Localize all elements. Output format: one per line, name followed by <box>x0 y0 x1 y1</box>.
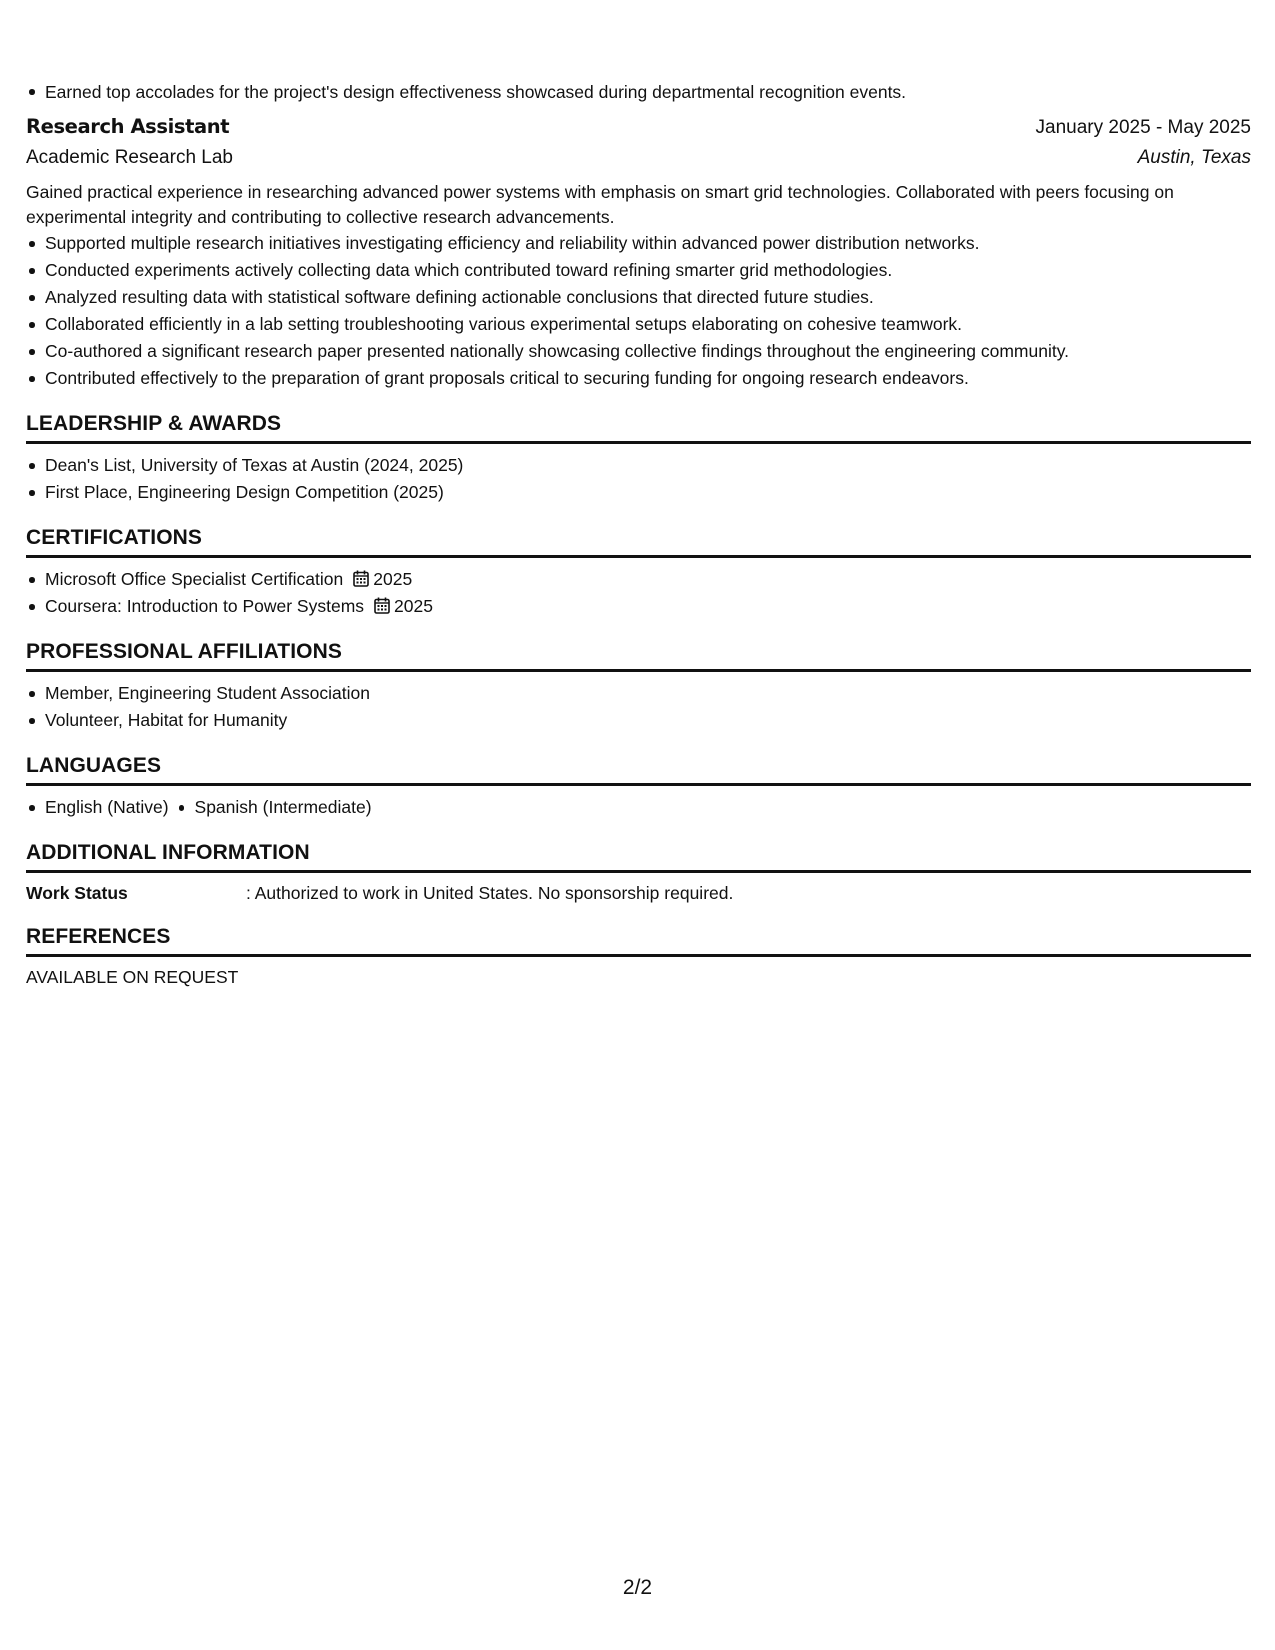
languages-list <box>26 794 1251 821</box>
affiliations-section <box>26 640 1251 734</box>
section-heading: ADDITIONAL INFORMATION <box>26 841 1251 873</box>
leadership-section <box>26 412 1251 506</box>
work-status-value: : Authorized to work in United States. No sponsorship required. <box>246 883 734 903</box>
calendar-icon <box>374 597 390 614</box>
additional-info-section <box>26 841 1251 905</box>
list-item: Member, Engineering Student Association <box>45 680 1251 707</box>
calendar-icon <box>353 570 369 587</box>
job-organization: Academic Research Lab <box>26 147 233 168</box>
languages-section <box>26 754 1251 821</box>
certification-year: 2025 <box>394 596 433 616</box>
section-heading: PROFESSIONAL AFFILIATIONS <box>26 640 1251 672</box>
section-heading: LEADERSHIP & AWARDS <box>26 412 1251 444</box>
section-heading: LANGUAGES <box>26 754 1251 786</box>
list-item: Earned top accolades for the project's design effectiveness showcased during departmental recognition events. <box>45 78 1251 106</box>
certification-item <box>45 593 1251 620</box>
list-item: Co-authored a significant research paper presented nationally showcasing collective findings throughout the engineering community. <box>45 338 1251 365</box>
certification-name: Coursera: Introduction to Power Systems <box>45 596 365 616</box>
certification-year: 2025 <box>373 569 413 589</box>
job-header <box>26 115 1251 139</box>
language-item: Spanish (Intermediate) <box>195 794 372 821</box>
list-item: Analyzed resulting data with statistical software defining actionable conclusions that directed future studies. <box>45 284 1251 311</box>
section-heading: REFERENCES <box>26 925 1251 957</box>
language-item: English (Native) <box>45 794 169 821</box>
references-section <box>26 925 1251 989</box>
job-title: Research Assistant <box>26 115 230 138</box>
job-subheader <box>26 147 1251 169</box>
affiliations-list <box>26 680 1251 734</box>
job-bullets <box>26 230 1251 392</box>
work-status-label: Work Status <box>26 883 128 903</box>
job-location: Austin, Texas <box>1137 147 1251 168</box>
leadership-list <box>26 452 1251 506</box>
certification-item <box>45 566 1251 593</box>
certification-name: Microsoft Office Specialist Certification <box>45 569 344 589</box>
section-heading: CERTIFICATIONS <box>26 526 1251 558</box>
list-item: Contributed effectively to the preparation of grant proposals critical to securing funding for ongoing research endeavors. <box>45 365 1251 392</box>
certifications-list <box>26 566 1251 620</box>
page-number: 2/2 <box>622 1576 653 1599</box>
resume-page <box>26 78 1251 989</box>
list-item: Conducted experiments actively collecting data which contributed toward refining smarter grid methodologies. <box>45 257 1251 284</box>
list-item: Supported multiple research initiatives investigating efficiency and reliability within advanced power distribution networks. <box>45 230 1251 257</box>
job-dates: January 2025 - May 2025 <box>1035 117 1251 138</box>
list-item: Volunteer, Habitat for Humanity <box>45 707 1251 734</box>
list-item: Dean's List, University of Texas at Austin (2024, 2025) <box>45 452 1251 479</box>
references-text: AVAILABLE ON REQUEST <box>26 967 239 987</box>
certifications-section <box>26 526 1251 620</box>
list-item: Collaborated efficiently in a lab setting troubleshooting various experimental setups elaborating on cohesive teamwork. <box>45 311 1251 338</box>
list-item: First Place, Engineering Design Competition (2025) <box>45 479 1251 506</box>
work-status-row <box>26 881 1251 905</box>
job-entry <box>26 115 1251 392</box>
previous-job-bullets <box>26 78 1251 106</box>
job-summary: Gained practical experience in researching advanced power systems with emphasis on smart grid technologies. Collaborated with peers focusing on experimental integrity and contributing to collective research advancements. <box>26 182 1174 227</box>
